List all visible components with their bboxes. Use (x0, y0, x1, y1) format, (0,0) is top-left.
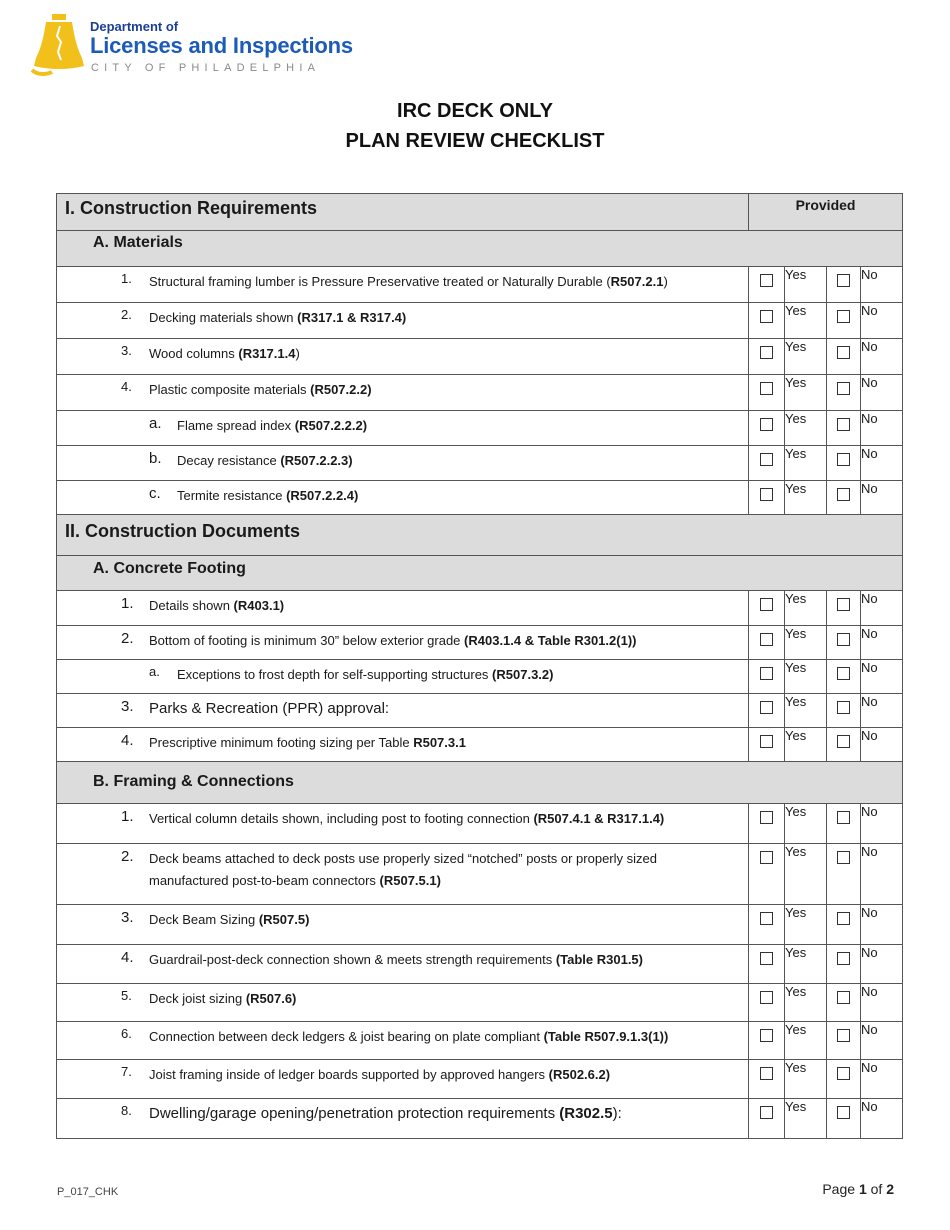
item-code: (R403.1) (233, 598, 285, 613)
checklist-row (57, 1060, 903, 1099)
department-logo (30, 12, 370, 80)
yes-checkbox[interactable] (760, 346, 773, 359)
plan-review-checklist-table (56, 193, 903, 1139)
no-checkbox[interactable] (837, 811, 850, 824)
yes-label: Yes (785, 1022, 827, 1060)
total-pages: 2 (886, 1181, 894, 1197)
no-checkbox[interactable] (837, 453, 850, 466)
no-checkbox[interactable] (837, 1067, 850, 1080)
item-cell (57, 481, 749, 515)
yes-label: Yes (785, 375, 827, 411)
checklist-row (57, 945, 903, 984)
item-tail: ) (295, 346, 300, 361)
item-code: (R403.1.4 & Table R301.2(1)) (464, 633, 637, 648)
item-code: (R507.5.1) (379, 873, 441, 888)
item-number: 8. (121, 1103, 132, 1118)
item-cell (57, 804, 749, 844)
no-checkbox[interactable] (837, 1029, 850, 1042)
item-number: 3. (121, 343, 132, 358)
yes-checkbox[interactable] (760, 701, 773, 714)
item-number: 1. (121, 271, 132, 286)
item-text: Guardrail-post-deck connection shown & meets strength requirements (149, 952, 556, 967)
item-text: Wood columns (149, 346, 239, 361)
item-code: (R507.2.2.3) (280, 453, 353, 468)
item-text: Parks & Recreation (PPR) approval: (149, 700, 390, 717)
item-text: Structural framing lumber is Pressure Preservative treated or Naturally Durable ( (149, 274, 611, 289)
section-title: II. Construction Documents (57, 515, 903, 556)
item-letter: c. (149, 485, 161, 502)
yes-checkbox[interactable] (760, 453, 773, 466)
checklist-row (57, 411, 903, 446)
yes-checkbox[interactable] (760, 1106, 773, 1119)
item-text: Deck Beam Sizing (149, 912, 259, 927)
checklist-row (57, 481, 903, 515)
item-number: 3. (121, 698, 134, 715)
checklist-row (57, 626, 903, 660)
no-label: No (861, 481, 903, 515)
checklist-row (57, 728, 903, 762)
yes-checkbox[interactable] (760, 382, 773, 395)
no-checkbox[interactable] (837, 667, 850, 680)
item-code: (Table R507.9.1.3(1)) (543, 1029, 669, 1044)
no-label: No (861, 844, 903, 905)
item-number: 1. (121, 808, 134, 825)
yes-label: Yes (785, 446, 827, 481)
item-cell (57, 1022, 749, 1060)
section-header-row (57, 515, 903, 556)
no-label: No (861, 945, 903, 984)
no-checkbox[interactable] (837, 488, 850, 501)
no-checkbox[interactable] (837, 598, 850, 611)
item-number: 6. (121, 1026, 132, 1041)
item-code: (R302.5 (559, 1105, 613, 1122)
item-number: 5. (121, 988, 132, 1003)
no-label: No (861, 303, 903, 339)
no-label: No (861, 1099, 903, 1139)
checklist-row (57, 303, 903, 339)
no-checkbox[interactable] (837, 418, 850, 431)
item-text: Plastic composite materials (149, 382, 311, 397)
item-cell (57, 375, 749, 411)
item-code: (R502.6.2) (548, 1067, 611, 1082)
item-cell (57, 267, 749, 303)
checklist-row (57, 267, 903, 303)
of-word: of (866, 1181, 887, 1197)
subsection-header-row (57, 556, 903, 591)
no-label: No (861, 694, 903, 728)
page-number (822, 1181, 894, 1197)
logo-department-name: Licenses and Inspections (90, 33, 353, 58)
no-label: No (861, 728, 903, 762)
subsection-header-row (57, 762, 903, 804)
no-checkbox[interactable] (837, 346, 850, 359)
yes-checkbox[interactable] (760, 598, 773, 611)
yes-checkbox[interactable] (760, 1067, 773, 1080)
no-label: No (861, 1022, 903, 1060)
yes-label: Yes (785, 804, 827, 844)
item-cell (57, 694, 749, 728)
yes-label: Yes (785, 905, 827, 945)
item-text: Decking materials shown (149, 310, 298, 325)
yes-label: Yes (785, 1099, 827, 1139)
no-checkbox[interactable] (837, 735, 850, 748)
logo-department-of: Department of (90, 19, 179, 34)
document-title-line1: IRC DECK ONLY (397, 100, 553, 122)
yes-label: Yes (785, 945, 827, 984)
item-text: Deck beams attached to deck posts use properly sized “notched” posts or properly sized manufactured post-to-beam connectors (149, 851, 657, 888)
yes-label: Yes (785, 728, 827, 762)
checklist-row (57, 591, 903, 626)
item-cell (57, 984, 749, 1022)
yes-label: Yes (785, 694, 827, 728)
no-checkbox[interactable] (837, 633, 850, 646)
yes-checkbox[interactable] (760, 811, 773, 824)
subsection-title: A. Materials (57, 231, 903, 267)
no-checkbox[interactable] (837, 991, 850, 1004)
item-number: 3. (121, 909, 134, 926)
section-header-row (57, 194, 903, 231)
no-checkbox[interactable] (837, 274, 850, 287)
yes-label: Yes (785, 481, 827, 515)
item-cell (57, 591, 749, 626)
checklist-row (57, 339, 903, 375)
subsection-title: B. Framing & Connections (57, 762, 903, 804)
item-code: R507.2.1 (610, 274, 664, 289)
no-checkbox[interactable] (837, 912, 850, 925)
item-number: 4. (121, 949, 134, 966)
checklist-row (57, 446, 903, 481)
item-number: 2. (121, 307, 132, 322)
no-label: No (861, 984, 903, 1022)
no-checkbox[interactable] (837, 851, 850, 864)
item-text: Connection between deck ledgers & joist bearing on plate compliant (149, 1029, 544, 1044)
item-code: (R507.6) (245, 991, 297, 1006)
item-text: Bottom of footing is minimum 30” below exterior grade (149, 633, 465, 648)
document-title-line2: PLAN REVIEW CHECKLIST (345, 130, 605, 152)
item-text: Flame spread index (177, 418, 295, 433)
section-title: I. Construction Requirements (57, 194, 749, 231)
item-code: (R317.1 & R317.4) (297, 310, 407, 325)
checklist-row (57, 1099, 903, 1139)
no-checkbox[interactable] (837, 701, 850, 714)
yes-label: Yes (785, 303, 827, 339)
item-cell (57, 626, 749, 660)
yes-checkbox[interactable] (760, 851, 773, 864)
checklist-row (57, 694, 903, 728)
item-text: Decay resistance (177, 453, 281, 468)
item-letter: a. (149, 664, 160, 679)
item-code: (R507.3.2) (492, 667, 554, 682)
yes-checkbox[interactable] (760, 488, 773, 501)
item-letter: a. (149, 415, 162, 432)
item-tail: ): (612, 1105, 622, 1122)
logo-city-name: CITY OF PHILADELPHIA (91, 62, 321, 74)
checklist-row (57, 984, 903, 1022)
item-cell (57, 728, 749, 762)
liberty-bell-icon (30, 12, 88, 78)
item-cell (57, 1060, 749, 1099)
no-checkbox[interactable] (837, 310, 850, 323)
item-cell (57, 1099, 749, 1139)
item-code: (R317.1.4 (238, 346, 296, 361)
item-number: 2. (121, 848, 134, 865)
item-cell (57, 844, 749, 905)
no-label: No (861, 905, 903, 945)
no-label: No (861, 411, 903, 446)
no-label: No (861, 375, 903, 411)
item-cell (57, 339, 749, 375)
checklist-row (57, 804, 903, 844)
item-text: Dwelling/garage opening/penetration protection requirements (149, 1105, 560, 1122)
checklist-row (57, 375, 903, 411)
item-code: (Table R301.5) (555, 952, 643, 967)
no-label: No (861, 1060, 903, 1099)
yes-label: Yes (785, 984, 827, 1022)
item-code: (R507.5) (258, 912, 310, 927)
item-cell (57, 411, 749, 446)
item-text: Deck joist sizing (149, 991, 246, 1006)
item-code: (R507.2.2.2) (294, 418, 368, 433)
yes-checkbox[interactable] (760, 274, 773, 287)
no-checkbox[interactable] (837, 1106, 850, 1119)
item-number: 1. (121, 595, 134, 612)
no-checkbox[interactable] (837, 382, 850, 395)
item-code: (R507.4.1 & R317.1.4) (533, 811, 665, 826)
yes-label: Yes (785, 844, 827, 905)
item-text: Exceptions to frost depth for self-supporting structures (177, 667, 493, 682)
yes-label: Yes (785, 339, 827, 375)
yes-checkbox[interactable] (760, 991, 773, 1004)
checklist-row (57, 905, 903, 945)
yes-label: Yes (785, 411, 827, 446)
form-code: P_017_CHK (57, 1186, 119, 1198)
item-number: 4. (121, 732, 134, 749)
item-code: (R507.2.2) (310, 382, 372, 397)
no-checkbox[interactable] (837, 952, 850, 965)
item-number: 2. (121, 630, 134, 647)
yes-checkbox[interactable] (760, 952, 773, 965)
item-cell (57, 945, 749, 984)
yes-checkbox[interactable] (760, 1029, 773, 1042)
item-number: 4. (121, 379, 132, 394)
current-page: 1 (858, 1181, 867, 1197)
subsection-header-row (57, 231, 903, 267)
yes-label: Yes (785, 1060, 827, 1099)
no-label: No (861, 446, 903, 481)
checklist-row (57, 660, 903, 694)
yes-checkbox[interactable] (760, 912, 773, 925)
item-cell (57, 660, 749, 694)
item-text: Details shown (149, 598, 234, 613)
yes-checkbox[interactable] (760, 667, 773, 680)
page-word: Page (822, 1181, 859, 1197)
item-cell (57, 446, 749, 481)
no-label: No (861, 626, 903, 660)
yes-checkbox[interactable] (760, 633, 773, 646)
provided-header: Provided (749, 194, 903, 231)
checklist-row (57, 1022, 903, 1060)
yes-label: Yes (785, 626, 827, 660)
item-letter: b. (149, 450, 162, 467)
no-label: No (861, 660, 903, 694)
item-tail: ) (663, 274, 668, 289)
checklist-row (57, 844, 903, 905)
item-code: R507.3.1 (413, 735, 466, 750)
item-cell (57, 905, 749, 945)
subsection-title: A. Concrete Footing (57, 556, 903, 591)
yes-label: Yes (785, 660, 827, 694)
yes-checkbox[interactable] (760, 418, 773, 431)
item-text: Prescriptive minimum footing sizing per Table (149, 735, 414, 750)
item-cell (57, 303, 749, 339)
item-code: (R507.2.2.4) (286, 488, 359, 503)
item-text: Termite resistance (177, 488, 287, 503)
yes-label: Yes (785, 267, 827, 303)
item-number: 7. (121, 1064, 132, 1079)
no-label: No (861, 591, 903, 626)
item-text: Joist framing inside of ledger boards supported by approved hangers (149, 1067, 549, 1082)
yes-checkbox[interactable] (760, 735, 773, 748)
item-text: Vertical column details shown, including post to footing connection (149, 811, 534, 826)
yes-checkbox[interactable] (760, 310, 773, 323)
no-label: No (861, 804, 903, 844)
no-label: No (861, 339, 903, 375)
no-label: No (861, 267, 903, 303)
yes-label: Yes (785, 591, 827, 626)
